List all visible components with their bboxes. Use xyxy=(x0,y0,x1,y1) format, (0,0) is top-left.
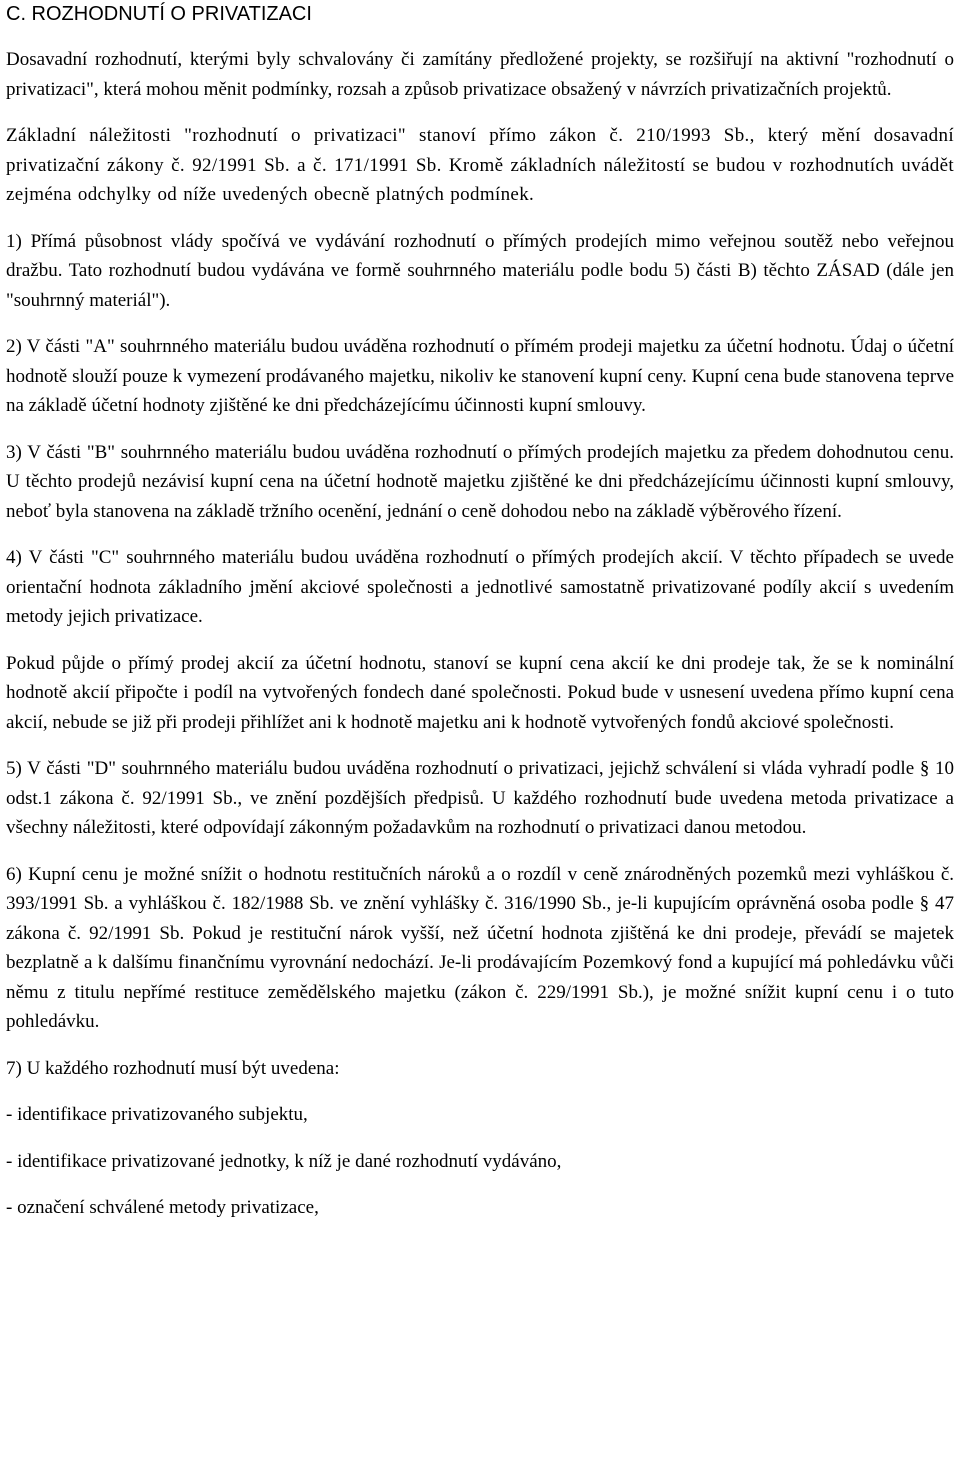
list-item: - identifikace privatizované jednotky, k níž je dané rozhodnutí vydáváno, xyxy=(6,1150,562,1172)
paragraph-intro: Dosavadní rozhodnutí, kterými byly schvalovány či zamítány předložené projekty, se rozšiřují na aktivní "rozhodnutí o privatizaci", která mohou měnit podmínky, rozsah a způsob privatizace obsažený v návrzích privatizačních projektů. xyxy=(6,49,954,100)
paragraph-item-3: 3) V části "B" souhrnného materiálu budou uváděna rozhodnutí o přímých prodejích majetku za předem dohodnutou cenu. U těchto prodejů nezávisí kupní cena na účetní hodnotě majetku zjištěné ke dni předcházejícímu účinnosti kupní smlouvy, neboť byla stanovena na základě tržního ocenění, jednání o ceně dohodou nebo na základě výběrového řízení. xyxy=(6,441,954,522)
paragraph-item-5: 5) V části "D" souhrnného materiálu budou uváděna rozhodnutí o privatizaci, jejichž schválení si vláda vyhradí podle § 10 odst.1 zákona č. 92/1991 Sb., ve znění pozdějších předpisů. U každého rozhodnutí bude uvedena metoda privatizace a všechny náležitosti, které odpovídají zákonným požadavkům na rozhodnutí o privatizaci danou metodou. xyxy=(6,758,954,838)
paragraph-item-7: 7) U každého rozhodnutí musí být uvedena: xyxy=(6,1057,340,1079)
paragraph-item-4: 4) V části "C" souhrnného materiálu budou uváděna rozhodnutí o přímých prodejích akcií. V těchto případech se uvede orientační hodnota základního jmění akciové společnosti a jednotlivé samostatně privatizované podíly akcií s uvedením metody jejich privatizace. xyxy=(6,547,954,627)
list-item: - identifikace privatizovaného subjektu, xyxy=(6,1104,308,1125)
paragraph-item-1: 1) Přímá působnost vlády spočívá ve vydávání rozhodnutí o přímých prodejích mimo veřejnou soutěž nebo veřejnou dražbu. Tato rozhodnutí budou vydávána ve formě souhrnného materiálu podle bodu 5) části B) těchto ZÁSAD (dále jen "souhrnný materiál"). xyxy=(6,230,954,311)
document-page xyxy=(6,0,954,1240)
paragraph-basic-requirements: Základní náležitosti "rozhodnutí o privatizaci" stanoví přímo zákon č. 210/1993 Sb., který mění dosavadní privatizační zákony č. 92/1991 Sb. a č. 171/1991 Sb. Kromě základních náležitostí se budou v rozhodnutích uvádět zejména odchylky od níže uvedených obecně platných podmínek. xyxy=(6,125,954,205)
paragraph-direct-sale-shares: Pokud půjde o přímý prodej akcií za účetní hodnotu, stanoví se kupní cena akcií ke dni prodeje tak, že se k nominální hodnotě akcií připočte i podíl na vytvořených fondech dané společnosti. Pokud bude v usnesení uvedena přímo kupní cena akcií, nebude se již při prodeji přihlížet ani k hodnotě majetku ani k hodnotě vytvořených fondů akciové společnosti. xyxy=(6,652,954,733)
section-heading: C. ROZHODNUTÍ O PRIVATIZACI xyxy=(6,3,312,25)
paragraph-item-6: 6) Kupní cenu je možné snížit o hodnotu restitučních nároků a o rozdíl v ceně znárodněných pozemků mezi vyhláškou č. 393/1991 Sb. a vyhláškou č. 182/1988 Sb. ve znění vyhlášky č. 316/1990 Sb., je-li kupujícím oprávněná osoba podle § 47 zákona č. 92/1991 Sb. Pokud je restituční nárok vyšší, než účetní hodnota zjištěná ke dni prodeje, převádí se majetek bezplatně a k dalšímu finančnímu vyrovnání nedochází. Je-li prodávajícím Pozemkový fond a kupující má pohledávku vůči němu z titulu nepřímé restituce zemědělského majetku (zákon č. 229/1991 Sb.), je možné snížit kupní cenu i o tuto pohledávku. xyxy=(6,863,954,1032)
list-item: - označení schválené metody privatizace, xyxy=(6,1197,319,1218)
paragraph-item-2: 2) V části "A" souhrnného materiálu budou uváděna rozhodnutí o přímém prodeji majetku za účetní hodnotu. Údaj o účetní hodnotě slouží pouze k vymezení prodávaného majetku, nikoliv ke stanovení kupní ceny. Kupní cena bude stanovena teprve na základě účetní hodnoty zjištěné ke dni předcházejícímu účinnosti kupní smlouvy. xyxy=(6,336,954,416)
